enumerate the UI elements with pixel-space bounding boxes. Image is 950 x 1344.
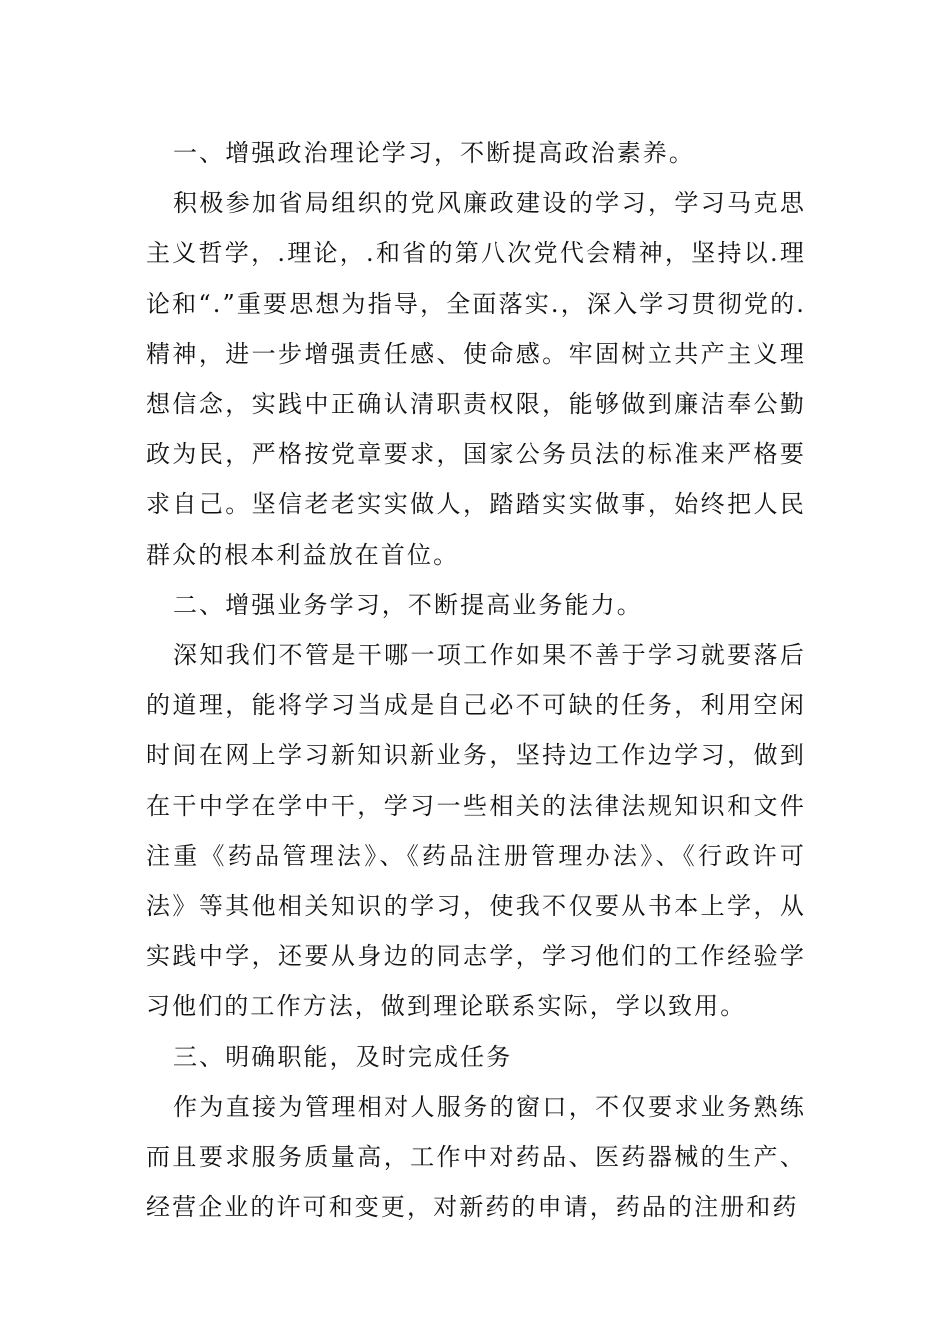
section-paragraph-1: 积极参加省局组织的党风廉政建设的学习，学习马克思主义哲学，.理论，.和省的第八次党代会精神，坚持以.理论和“.”重要思想为指导，全面落实.，深入学习贯彻党的.精神，进一步增强责任感、使命感。牢固树立共产主义理想信念，实践中正确认清职责权限，能够做到廉洁奉公勤政为民，严格按党章要求，国家公务员法的标准来严格要求自己。坚信老老实实做人，踏踏实实做事，始终把人民群众的根本利益放在首位。 (146, 189, 806, 569)
section-heading-3: 三、明确职能，及时完成任务 (173, 1042, 513, 1071)
document-body (146, 128, 806, 1232)
section-heading-1: 一、增强政治理论学习，不断提高政治素养。 (173, 139, 695, 167)
section-paragraph-3: 作为直接为管理相对人服务的窗口，不仅要求业务熟练而且要求服务质量高，工作中对药品、医药器械的生产、经营企业的许可和变更，对新药的申请，药品的注册和药 (146, 1092, 806, 1222)
section-heading-2: 二、增强业务学习，不断提高业务能力。 (173, 590, 643, 619)
section-paragraph-2: 深知我们不管是干哪一项工作如果不善于学习就要落后的道理，能将学习当成是自己必不可缺的任务，利用空闲时间在网上学习新知识新业务，坚持边工作边学习，做到在干中学在学中干，学习一些相关的法律法规知识和文件注重《药品管理法》、《药品注册管理办法》、《行政许可法》等其他相关知识的学习，使我不仅要从书本上学，从实践中学，还要从身边的同志学，学习他们的工作经验学习他们的工作方法，做到理论联系实际，学以致用。 (146, 641, 806, 1021)
